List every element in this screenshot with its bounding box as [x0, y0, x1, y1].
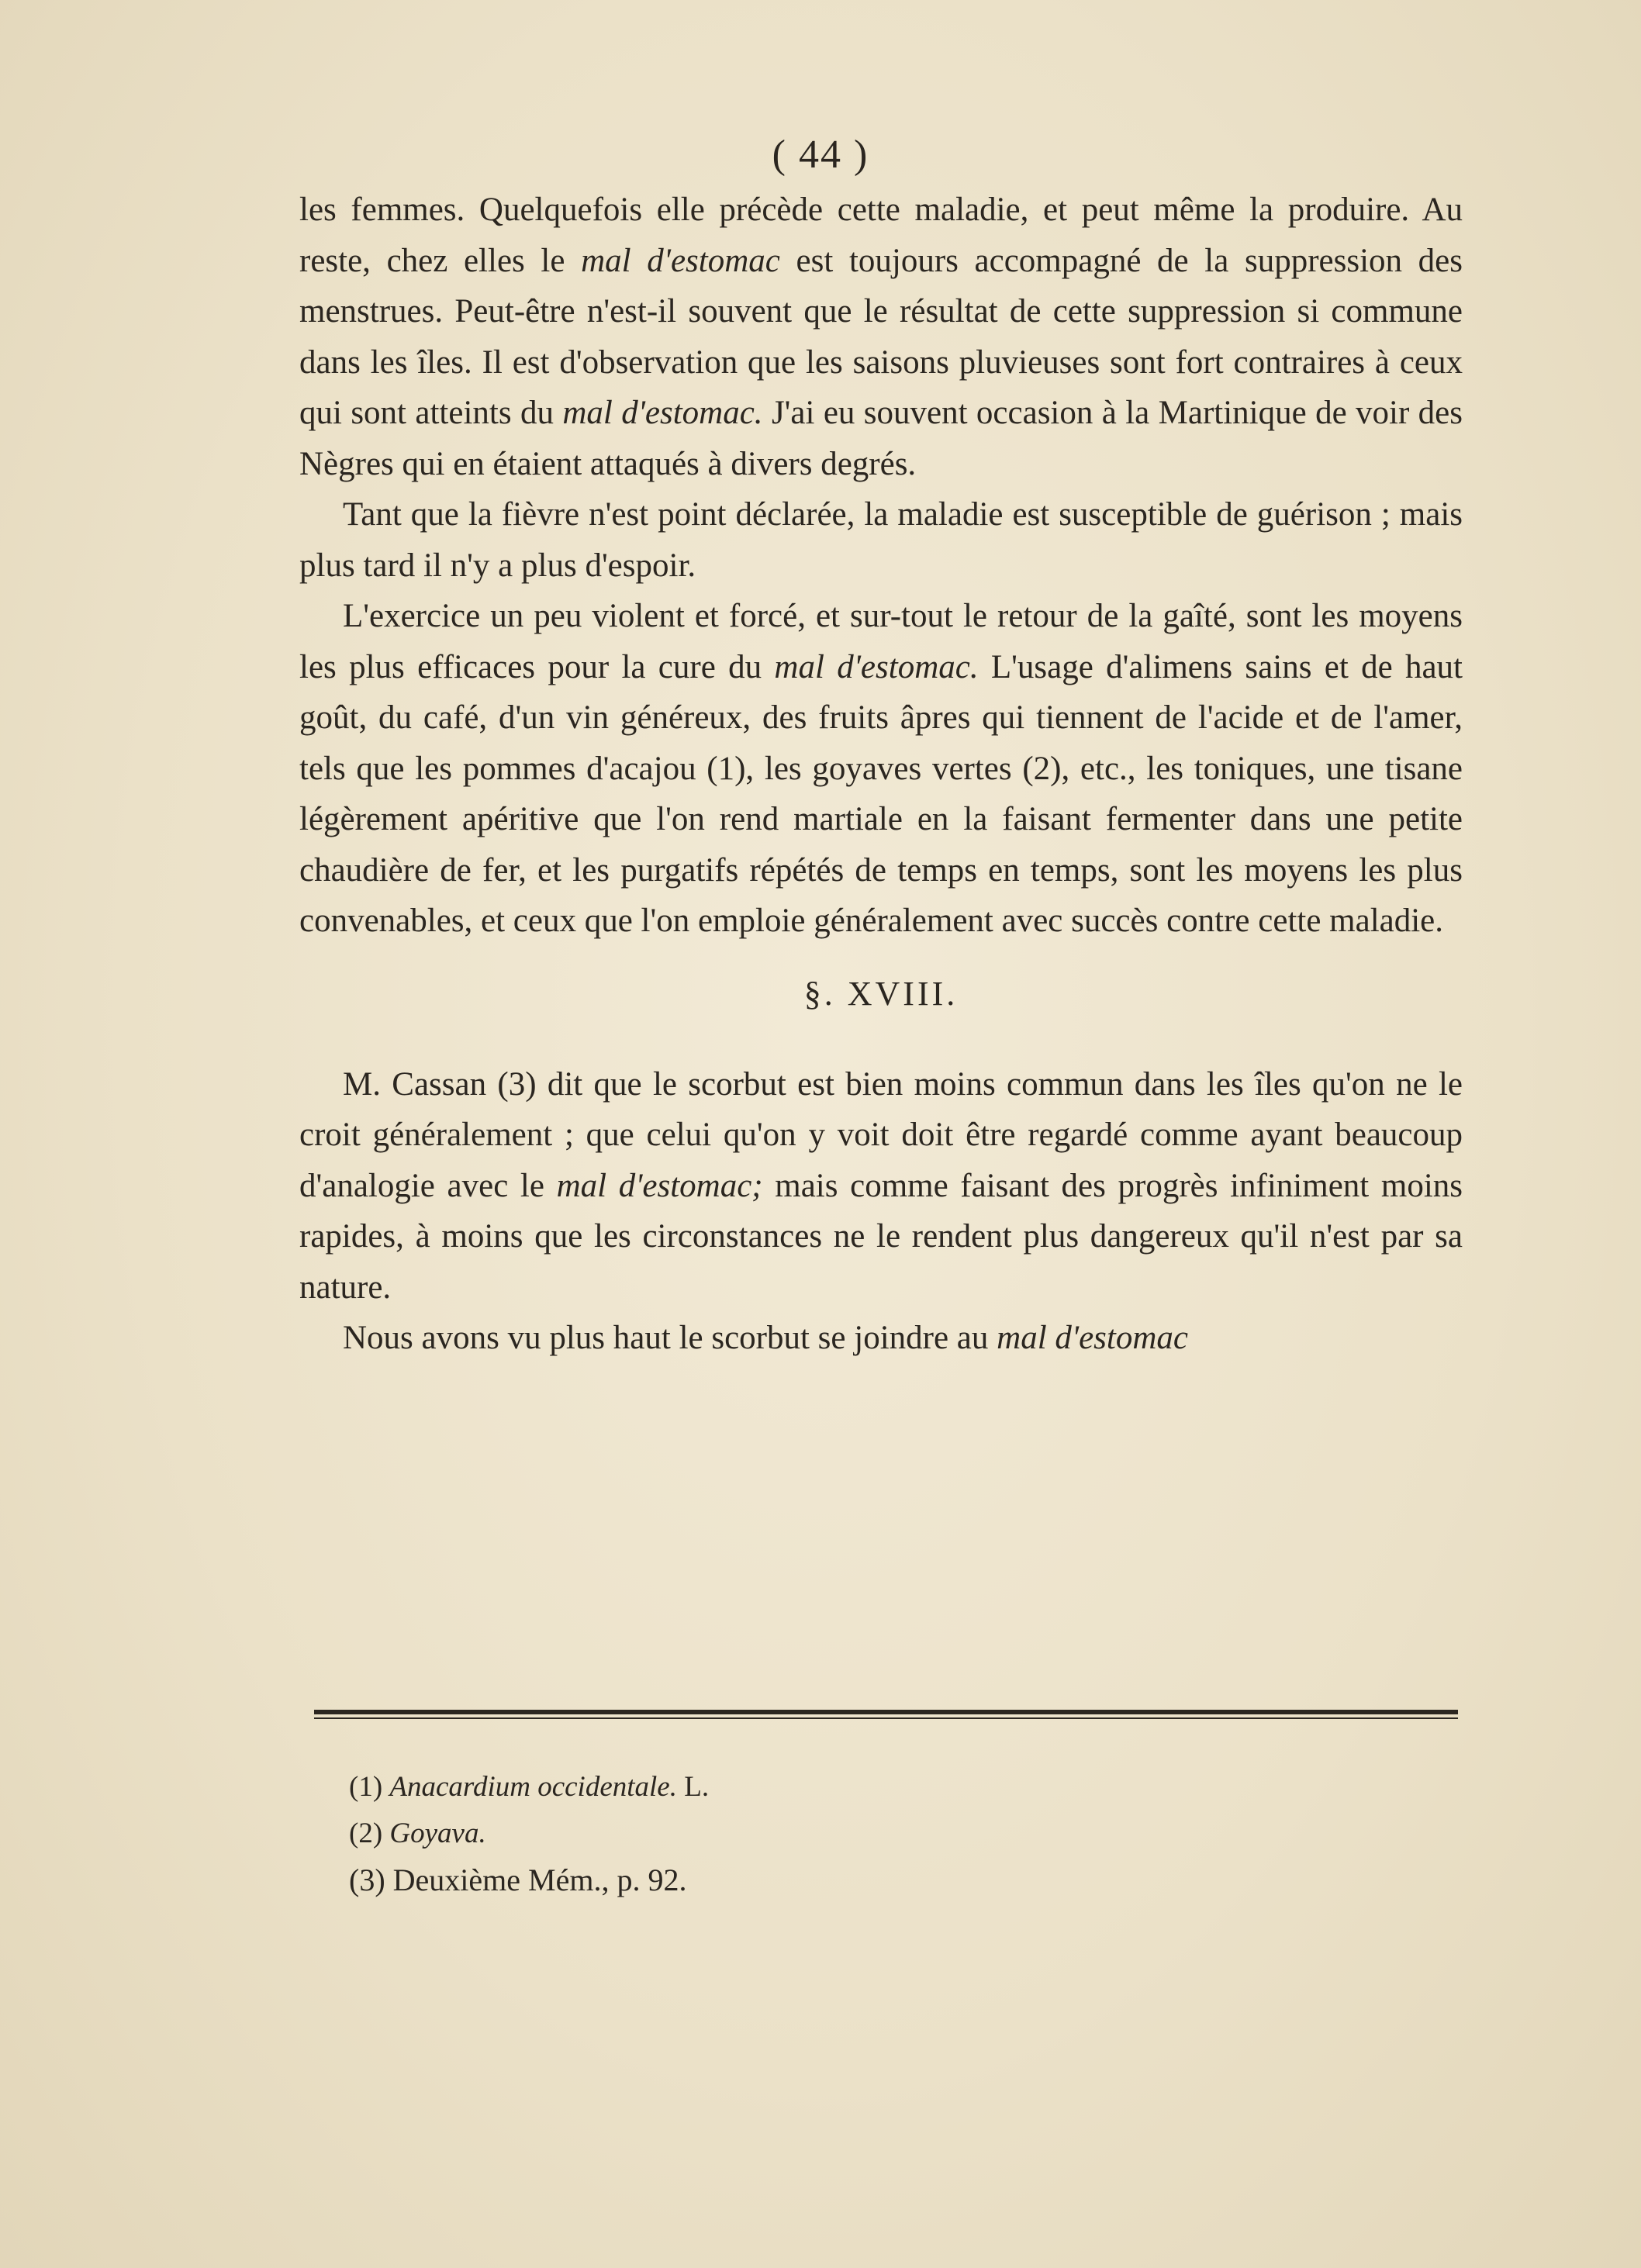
paragraphs-after-section	[299, 1059, 1463, 1364]
italic-text: Anacardium occidentale.	[389, 1771, 677, 1803]
italic-text: mal d'estomac	[997, 1320, 1188, 1356]
paragraph	[299, 1313, 1463, 1364]
italic-text: mal d'estomac;	[556, 1167, 763, 1204]
italic-text: mal d'estomac.	[774, 648, 979, 685]
text-run: les femmes. Quelquefois elle précède cette maladie, et peut même la produire. Au reste, chez elles le	[299, 192, 1463, 279]
text-run: mais comme faisant des progrès infiniment moins rapides, à moins que les circonstances ne le rendent plus dangereux qu'il n'est par sa nature.	[299, 1167, 1463, 1306]
main-text	[299, 185, 1463, 1364]
text-run: J'ai eu souvent occasion à la Martinique de voir des Nègres qui en étaient attaqués à divers degrés.	[299, 395, 1463, 482]
footnote-separator-thick	[314, 1710, 1458, 1714]
footnote-marker: (2)	[349, 1818, 383, 1849]
text-run: L'usage d'alimens sains et de haut goût, du café, d'un vin généreux, des fruits âpres qui tiennent de l'acide et de l'amer, tels que les pommes d'acajou (1), les goyaves vertes (2), etc., les toniques, une tisane légèrement apéritive que l'on rend martiale en la faisant fermenter dans une petite chaudière de fer, et les purgatifs répétés de temps en temps, sont les moyens les plus convenables, et ceux que l'on emploie généralement avec succès contre cette maladie.	[299, 648, 1463, 939]
paragraph	[299, 591, 1463, 947]
italic-text: Goyava.	[389, 1818, 486, 1849]
italic-text: mal d'estomac.	[562, 395, 763, 431]
paragraph	[299, 1059, 1463, 1314]
footnote-separator-thin	[314, 1717, 1458, 1719]
paragraph	[299, 185, 1463, 489]
text-run: L'exercice un peu violent et forcé, et sur-tout le retour de la gaîté, sont les moyens les plus efficaces pour la cure du	[299, 598, 1463, 685]
italic-text: mal d'estomac	[581, 242, 780, 279]
page-number: ( 44 )	[772, 133, 869, 177]
text-run: Deuxième Mém., p. 92.	[392, 1862, 687, 1897]
footnote	[349, 1811, 1435, 1857]
text-run: M. Cassan (3) dit que le scorbut est bien moins commun dans les îles qu'on ne le croit généralement ; que celui qu'on y voit doit être regardé comme ayant beaucoup d'analogie avec le	[299, 1065, 1463, 1204]
text-run: est toujours accompagné de la suppression des menstrues. Peut-être n'est-il souvent que le résultat de cette suppression si commune dans les îles. Il est d'observation que les saisons pluvieuses sont fort contraires à ceux qui sont atteints du	[299, 242, 1463, 431]
paragraphs-before-section	[299, 185, 1463, 947]
paragraph	[299, 489, 1463, 591]
text-run: Nous avons vu plus haut le scorbut se joindre au	[343, 1320, 997, 1356]
footnote-marker: (1)	[349, 1771, 383, 1803]
footnote	[349, 1764, 1435, 1811]
section-heading: §. XVIII.	[803, 974, 959, 1013]
footnote-marker: (3)	[349, 1862, 385, 1897]
footnote	[349, 1857, 1435, 1904]
text-run: Tant que la fièvre n'est point déclarée, la maladie est susceptible de guérison ; mais plus tard il n'y a plus d'espoir.	[299, 496, 1463, 584]
text-run: L.	[676, 1771, 710, 1803]
footnotes	[349, 1764, 1435, 1904]
